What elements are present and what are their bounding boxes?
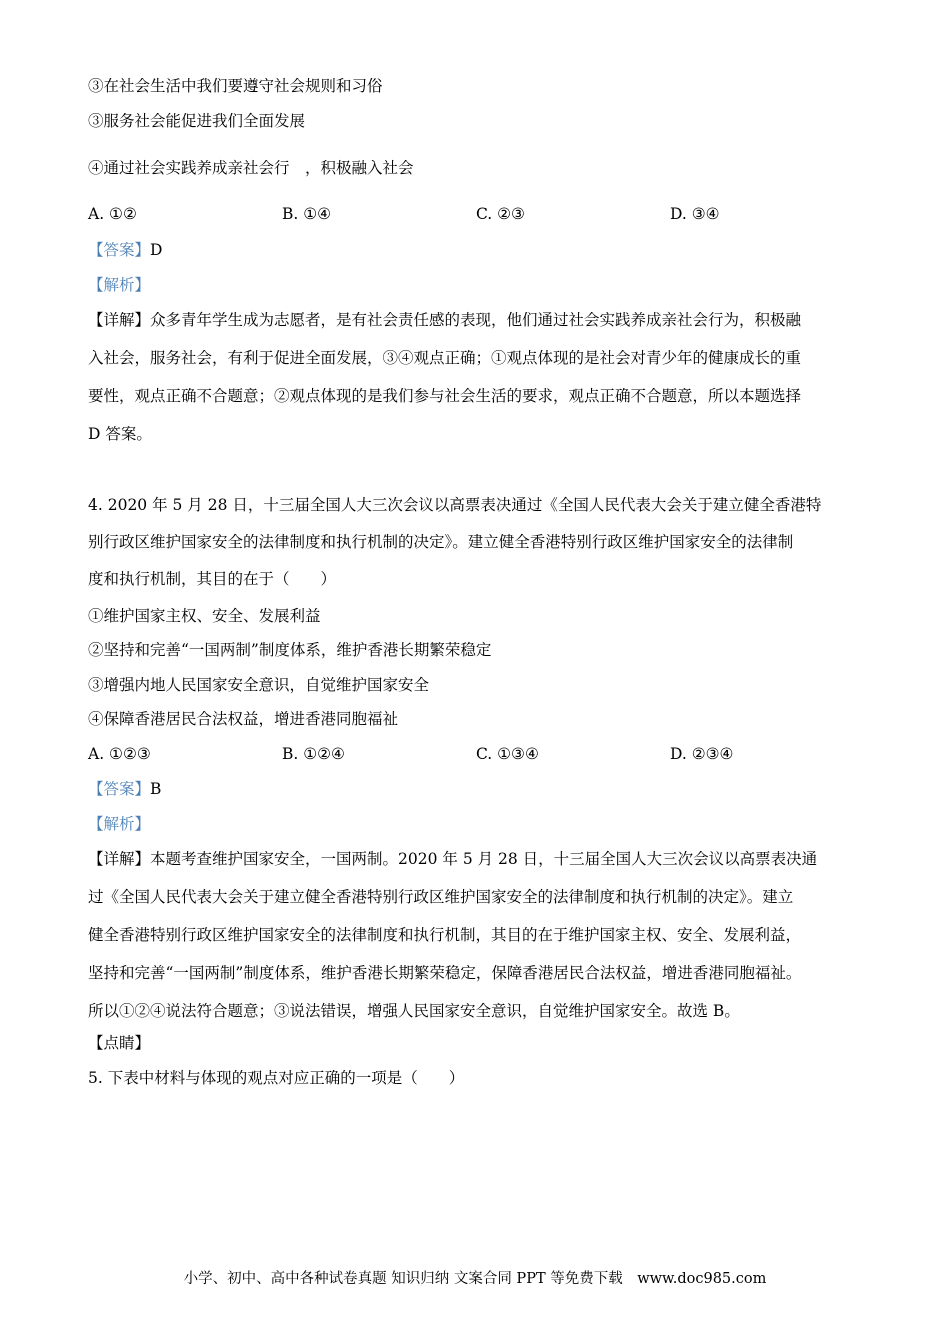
q4-analysis-label: 【解析】 [88, 815, 151, 833]
q3-answer-value: D [150, 241, 163, 259]
q4-detail-line: 【详解】本题考查维护国家安全，一国两制。2020 年 5 月 28 日，十三届全国人大三次会议以高票表决通 [88, 850, 818, 868]
q4-option-b: B. ①②④ [282, 745, 345, 763]
q4-item-1: ①维护国家主权、安全、发展利益 [88, 607, 321, 625]
q4-detail-line: 所以①②④说法符合题意；③说法错误，增强人民国家安全意识，自觉维护国家安全。故选 B。 [88, 1002, 740, 1020]
q3-option-d: D. ③④ [670, 205, 720, 223]
q3-detail-label: 【详解】 [88, 311, 151, 329]
q3-detail-line: 【详解】众多青年学生成为志愿者，是有社会责任感的表现，他们通过社会实践养成亲社会行为，积极融 [88, 311, 802, 329]
q4-option-d: D. ②③④ [670, 745, 734, 763]
q3-answer-label: 【答案】 [88, 241, 151, 259]
q3-item-b: ③服务社会能促进我们全面发展 [88, 112, 306, 130]
q4-option-c: C. ①③④ [476, 745, 539, 763]
q4-item-2: ②坚持和完善“一国两制”制度体系，维护香港长期繁荣稳定 [88, 641, 492, 659]
q4-answer-label: 【答案】 [88, 780, 151, 798]
q4-comment-label: 【点睛】 [88, 1034, 151, 1052]
q4-stem [88, 487, 868, 598]
q4-stem-line: 别行政区维护国家安全的法律制度和执行机制的决定》。建立健全香港特别行政区维护国家安全的法律制 [88, 533, 794, 551]
q4-stem-line: 度和执行机制，其目的在于（ ） [88, 570, 337, 588]
q4-detail-line: 过《全国人民代表大会关于建立健全香港特别行政区维护国家安全的法律制度和执行机制的决定》。建立 [88, 888, 794, 906]
q5-stem: 5. 下表中材料与体现的观点对应正确的一项是（ ） [88, 1069, 465, 1087]
q4-answer-value: B [150, 780, 162, 798]
q3-detail [88, 301, 868, 453]
q3-detail-line: D 答案。 [88, 425, 152, 443]
q4-detail-line: 坚持和完善“一国两制”制度体系，维护香港长期繁荣稳定，保障香港居民合法权益，增进香港同胞福祉。 [88, 964, 802, 982]
q4-option-a: A. ①②③ [88, 745, 151, 763]
q3-item-c: ④通过社会实践养成亲社会行 ，积极融入社会 [88, 159, 414, 177]
q4-stem-line: 4. 2020 年 5 月 28 日，十三届全国人大三次会议以高票表决通过《全国人民代表大会关于建立健全香港特 [88, 496, 822, 514]
q3-answer [88, 240, 162, 260]
q3-option-c: C. ②③ [476, 205, 525, 223]
q3-analysis-label: 【解析】 [88, 276, 151, 294]
q4-item-4: ④保障香港居民合法权益，增进香港同胞福祉 [88, 710, 399, 728]
q3-item-a: ③在社会生活中我们要遵守社会规则和习俗 [88, 77, 383, 95]
q4-detail-label: 【详解】 [88, 850, 151, 868]
q4-detail-line: 健全香港特别行政区维护国家安全的法律制度和执行机制，其目的在于维护国家主权、安全、发展利益， [88, 926, 802, 944]
q4-item-3: ③增强内地人民国家安全意识，自觉维护国家安全 [88, 676, 430, 694]
q3-detail-line: 要性，观点正确不合题意；②观点体现的是我们参与社会生活的要求，观点正确不合题意，所以本题选择 [88, 387, 802, 405]
q3-option-b: B. ①④ [282, 205, 332, 223]
q3-option-a: A. ①② [88, 205, 137, 223]
q4-detail [88, 840, 868, 1030]
q4-answer [88, 779, 161, 799]
page-footer: 小学、初中、高中各种试卷真题 知识归纳 文案合同 PPT 等免费下载 www.doc985.com [183, 1271, 767, 1287]
q3-detail-line: 入社会，服务社会，有利于促进全面发展，③④观点正确；①观点体现的是社会对青少年的健康成长的重 [88, 349, 802, 367]
